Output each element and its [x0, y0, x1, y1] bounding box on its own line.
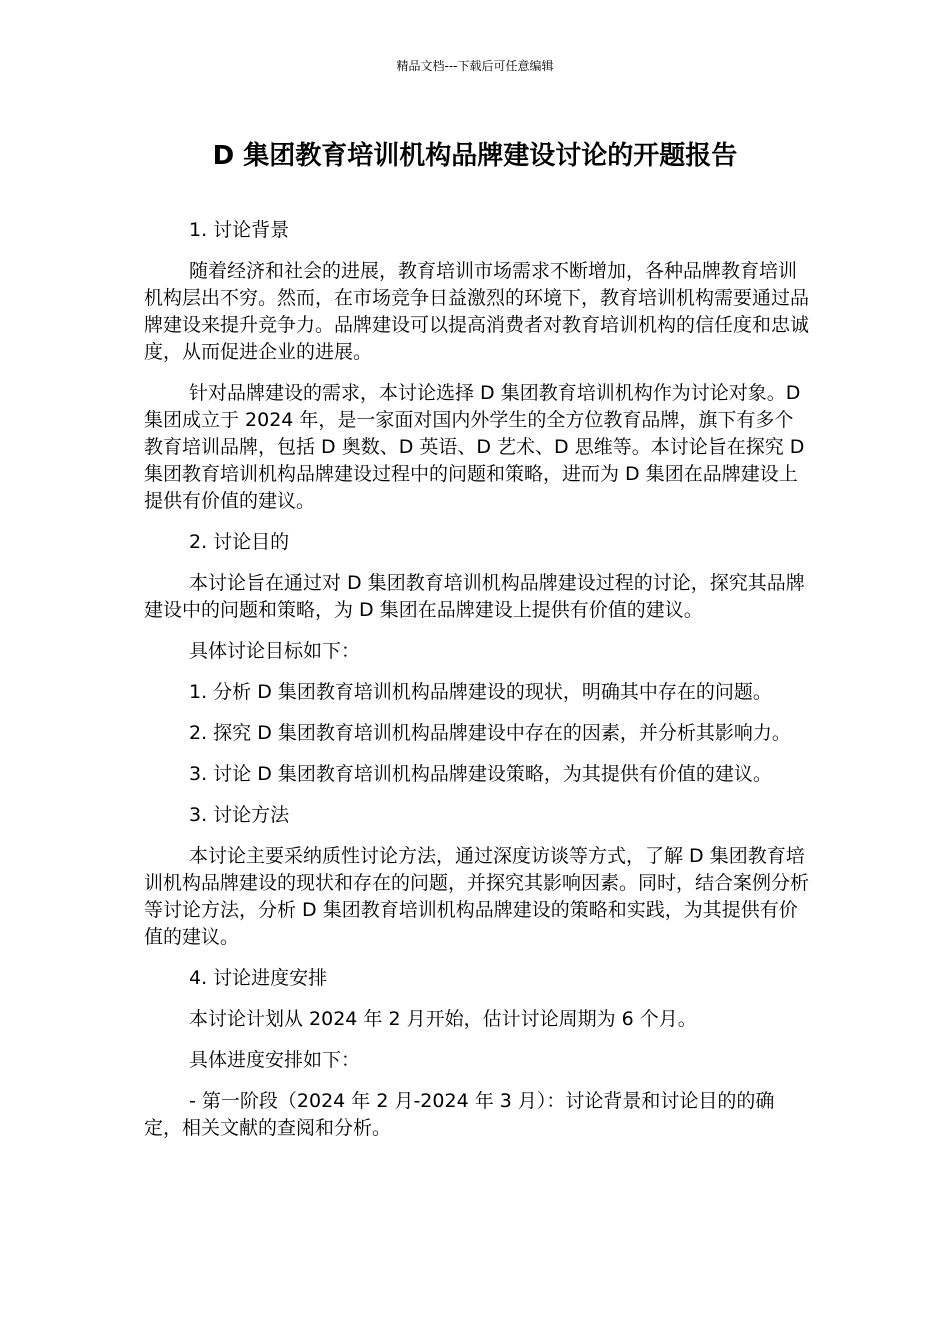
list-item-goal-2: 2. 探究 D 集团教育培训机构品牌建设中存在的因素，并分析其影响力。	[189, 722, 791, 744]
list-item-goal-1: 1. 分析 D 集团教育培训机构品牌建设的现状，明确其中存在的问题。	[189, 681, 772, 703]
paragraph-schedule-intro: 具体进度安排如下：	[189, 1049, 361, 1071]
document-body	[144, 217, 812, 1156]
paragraph-background-1: 随着经济和社会的进展，教育培训市场需求不断增加，各种品牌教育培训机构层出不穷。然而，在市场竞争日益激烈的环境下，教育培训机构需要通过品牌建设来提升竞争力。品牌建设可以提高消费者对教育培训机构的信任度和忠诚度，从而促进企业的进展。	[144, 260, 810, 363]
section-heading-background: 1. 讨论背景	[189, 219, 290, 241]
list-item-goal-3: 3. 讨论 D 集团教育培训机构品牌建设策略，为其提供有价值的建议。	[189, 763, 772, 785]
paragraph-method: 本讨论主要采纳质性讨论方法，通过深度访谈等方式，了解 D 集团教育培训机构品牌建设的现状和存在的问题，并探究其影响因素。同时，结合案例分析等讨论方法，分析 D 集团教育培训机构品牌建设的策略和实践，为其提供有价值的建议。	[144, 845, 810, 948]
section-heading-method: 3. 讨论方法	[189, 804, 290, 826]
paragraph-purpose: 本讨论旨在通过对 D 集团教育培训机构品牌建设过程的讨论，探究其品牌建设中的问题和策略，为 D 集团在品牌建设上提供有价值的建议。	[144, 572, 805, 621]
section-heading-purpose: 2. 讨论目的	[189, 531, 290, 553]
paragraph-goals-intro: 具体讨论目标如下：	[189, 640, 361, 662]
list-item-phase-1: - 第一阶段（2024 年 2 月-2024 年 3 月）：讨论背景和讨论目的的确定，相关文献的查阅和分析。	[144, 1090, 775, 1139]
paragraph-background-2: 针对品牌建设的需求，本讨论选择 D 集团教育培训机构作为讨论对象。D 集团成立于 2024 年，是一家面对国内外学生的全方位教育品牌，旗下有多个教育培训品牌，包括 D 奥数、D 英语、D 艺术、D 思维等。本讨论旨在探究 D 集团教育培训机构品牌建设过程中的问题和策略，进而为 D 集团在品牌建设上提供有价值的建议。	[144, 382, 805, 512]
paragraph-schedule: 本讨论计划从 2024 年 2 月开始，估计讨论周期为 6 个月。	[189, 1008, 697, 1030]
section-heading-schedule: 4. 讨论进度安排	[189, 967, 328, 989]
document-title: D 集团教育培训机构品牌建设讨论的开题报告	[212, 141, 738, 171]
header-note: 精品文档---下载后可任意编辑	[396, 59, 554, 73]
